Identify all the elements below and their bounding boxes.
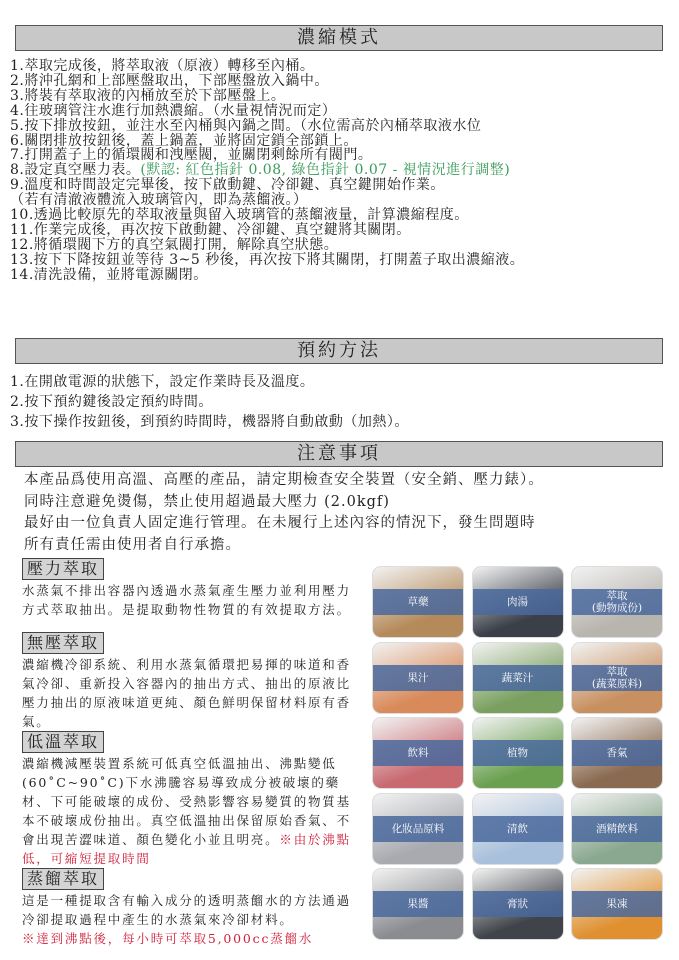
step-8-note: (默認: 紅色指針 0.08, 綠色指針 0.07 - 視情況進行調整) [140, 162, 511, 179]
method-title: 無壓萃取 [22, 632, 104, 654]
step: 1.萃取完成後，將萃取液（原液）轉移至內桶。 [10, 58, 315, 74]
precautions-text [24, 470, 544, 556]
step: 13.按下下降按鈕並等待 3~5 秒後，再次按下將其關閉，打開蓋子取出濃縮液。 [10, 251, 525, 268]
tile-label: 果汁 [373, 665, 463, 691]
application-tile [372, 717, 464, 789]
tile-label: 果醬 [373, 891, 463, 917]
method-no-pressure [22, 632, 362, 731]
step: 7.打開蓋子上的循環閥和洩壓閥，並關閉剩餘所有閥門。 [10, 147, 373, 164]
method-note: ※由於沸點低，可縮短提取時間 [22, 832, 351, 866]
step: （若有清澈液體流入玻璃管內，即為蒸餾液。） [10, 192, 308, 209]
notice-line: 同時注意避免燙傷，禁止使用超過最大壓力 (2.0kgf) [24, 493, 390, 510]
tile-label: 蔬菜汁 [473, 665, 563, 691]
application-tile [372, 642, 464, 714]
tile-label: 植物 [473, 740, 563, 766]
section-header-reservation: 預約方法 [15, 338, 663, 364]
step: 2.按下預約鍵後設定預約時間。 [10, 394, 213, 410]
section-header-precautions: 注意事項 [15, 441, 663, 467]
step: 3.將裝有萃取液的內桶放至於下部壓盤上。 [10, 87, 286, 104]
tile-label: 膏狀 [473, 891, 563, 917]
application-tile [571, 717, 663, 789]
application-tile [571, 642, 663, 714]
method-note: ※達到沸點後，每小時可萃取5,000cc蒸餾水 [22, 931, 314, 946]
step: 12.將循環閥下方的真空氣閥打開，解除真空狀態。 [10, 236, 339, 253]
method-text: 水蒸氣不排出容器內透過水蒸氣產生壓力並利用壓力方式萃取抽出。是提取動物性物質的有效提取方法。 [22, 583, 351, 617]
method-text: 濃縮機減壓裝置系統可低真空低溫抽出、沸點變低(60˚C~90˚C)下水沸騰容易導致成分被破壞的藥材、下可能破壞的成份、受熱影響容易變質的物質基本不破壞成份抽出。真空低溫抽出保留原始香氣、不會出現苦澀味道、顏色變化小並且明亮。 [22, 756, 351, 847]
notice-line: 所有責任需由使用者自行承擔。 [24, 536, 241, 553]
step-8: 8.設定真空壓力表。 [10, 162, 141, 179]
method-title: 低溫萃取 [22, 731, 104, 753]
method-text: 這是一種提取含有輸入成分的透明蒸餾水的方法通過冷卻提取過程中產生的水蒸氣來冷卻材料。 [22, 893, 351, 927]
application-tile [571, 793, 663, 865]
method-title: 壓力萃取 [22, 558, 104, 580]
method-text: 濃縮機冷卻系統、利用水蒸氣循環把易揮的味道和香氣冷卻、重新投入容器內的抽出方式、抽出的原液比壓力抽出的原液味道更純、顏色鮮明保留材料原有香氣。 [22, 657, 351, 729]
application-tile [372, 793, 464, 865]
step: 14.清洗設備，並將電源關閉。 [10, 266, 208, 283]
step: 9.溫度和時間設定完畢後，按下啟動鍵、冷卻鍵、真空鍵開始作業。 [10, 177, 445, 194]
application-tile [571, 868, 663, 940]
tile-label: 清飲 [473, 816, 563, 842]
step: 2.將沖孔網和上部壓盤取出，下部壓盤放入鍋中。 [10, 72, 329, 89]
step: 11.作業完成後，再次按下啟動鍵、冷卻鍵、真空鍵將其關閉。 [10, 221, 411, 238]
method-title: 蒸餾萃取 [22, 868, 104, 890]
step: 6.關閉排放按鈕後，蓋上鍋蓋，並將固定鎖全部鎖上。 [10, 132, 358, 149]
application-tile [472, 566, 564, 638]
tile-label: 草藥 [373, 589, 463, 615]
concentration-steps [10, 59, 524, 283]
step: 4.往玻璃管注水進行加熱濃縮。（水量視情況而定） [10, 102, 337, 119]
step [10, 163, 524, 178]
notice-line: 本產品爲使用高溫、高壓的產品，請定期檢查安全裝置（安全銷、壓力錶）。 [24, 472, 544, 488]
tile-label: 酒精飲料 [572, 816, 662, 842]
application-tile [571, 566, 663, 638]
tile-label: 飲料 [373, 740, 463, 766]
tile-label: 香氣 [572, 740, 662, 766]
tile-label: 化妝品原料 [373, 816, 463, 842]
tile-label: 萃取 (動物成份) [572, 589, 662, 615]
application-tile [472, 868, 564, 940]
tile-label: 果凍 [572, 891, 662, 917]
application-tile [372, 566, 464, 638]
application-tile [472, 793, 564, 865]
application-tile [472, 642, 564, 714]
method-pressure [22, 558, 362, 619]
method-distillation [22, 868, 362, 948]
step: 10.透過比較原先的萃取液量與留入玻璃管的蒸餾液量，計算濃縮程度。 [10, 207, 469, 224]
application-tile [472, 717, 564, 789]
notice-line: 最好由一位負責人固定進行管理。在未履行上述內容的情況下，發生問題時 [24, 515, 536, 531]
step: 1.在開啟電源的狀態下，設定作業時長及溫度。 [10, 374, 315, 390]
reservation-steps [10, 372, 409, 432]
step: 5.按下排放按鈕，並注水至內桶與內鍋之間。（水位需高於內桶萃取液水位 [10, 117, 482, 134]
method-low-temp [22, 731, 362, 868]
tile-label: 肉湯 [473, 589, 563, 615]
application-tile [372, 868, 464, 940]
section-header-concentration: 濃縮模式 [15, 25, 663, 51]
step: 3.按下操作按鈕後，到預約時間時，機器將自動啟動（加熱）。 [10, 414, 409, 430]
tile-label: 萃取 (蔬菜原料) [572, 665, 662, 691]
